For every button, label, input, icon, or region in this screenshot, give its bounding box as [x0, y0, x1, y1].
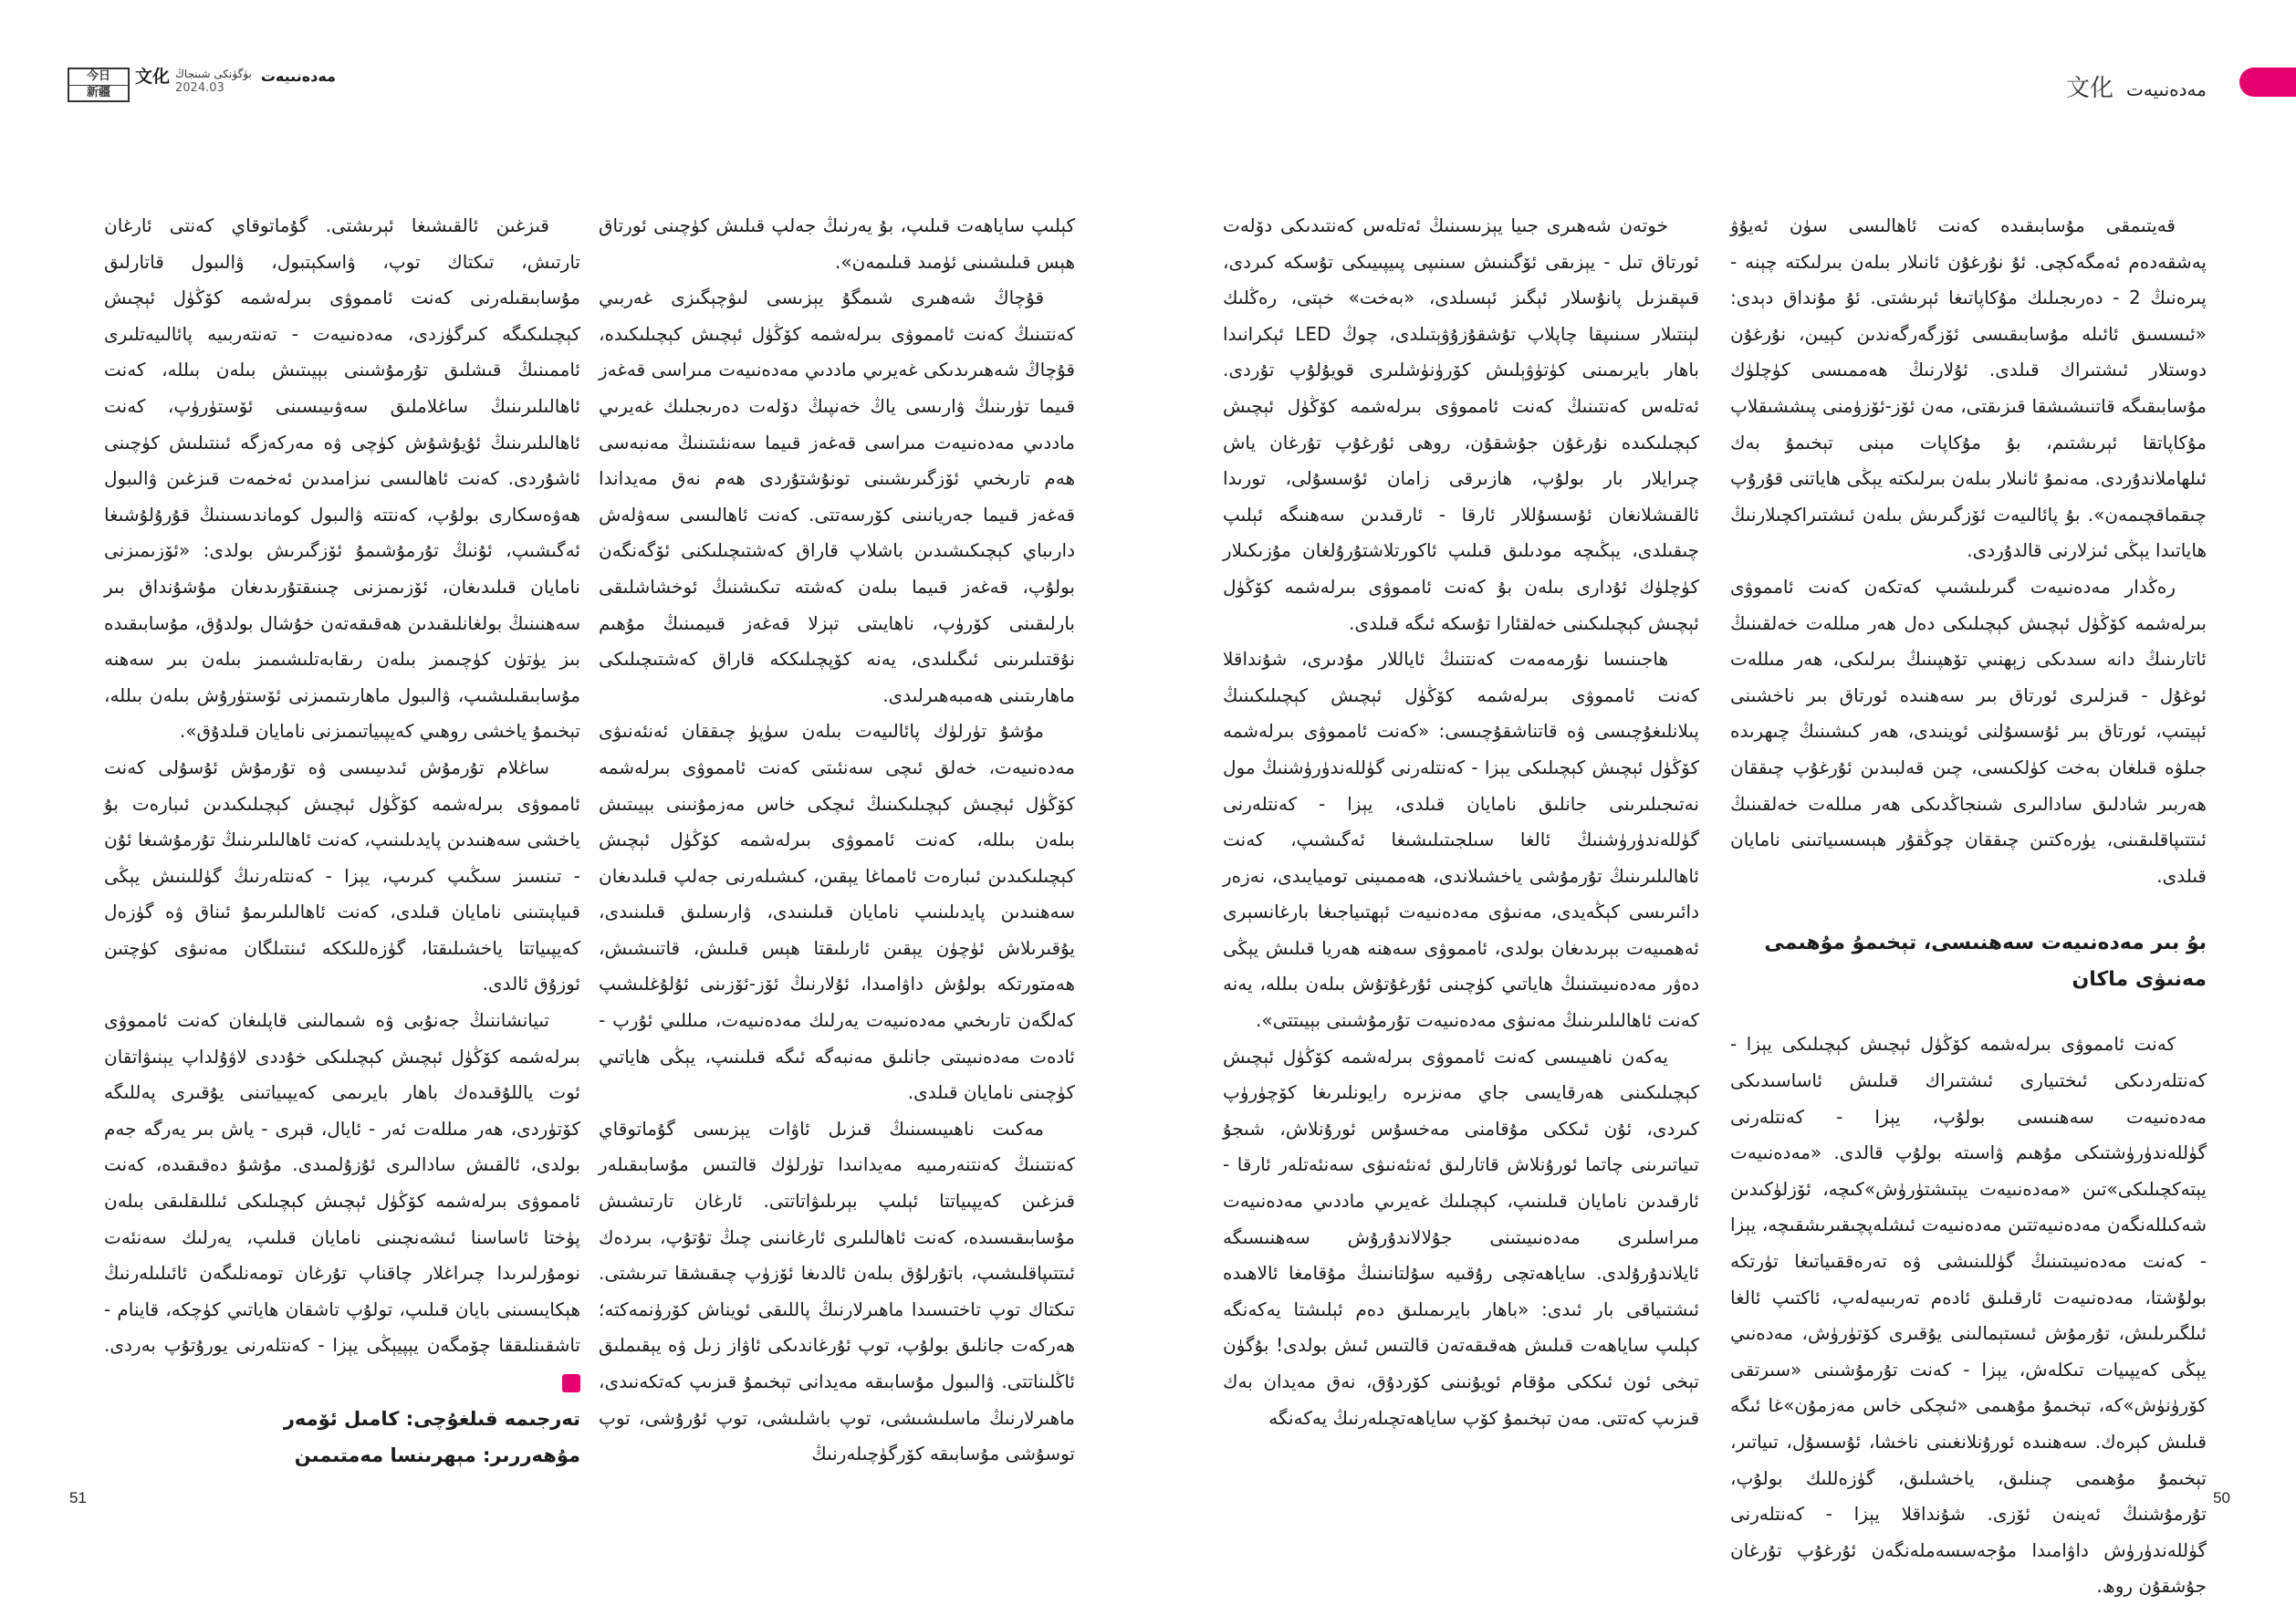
section-title-cn: 文化 [135, 67, 171, 87]
paragraph: قۇچاڭ شەھىرى شىمگۇ يېزىسى لىۋچېگىزى غەربىي كەنتىنىڭ كەنت ئامموۋى بىرلەشمە كۆڭۈل ئېچىش كېچىلىكىدە، قۇچاڭ شەھىرىدىكى غەيرىي ماددىي مەدەنىيەت مىراسى قەغەز قىيما تۈرىنىڭ ۋارىسى ياڭ خەنپىڭ دۆلەت دەرىجىلىك غەيرىي ماددىي مەدەنىيەت مىراسى قەغەز قىيما سەنئىتىنىڭ مەنبەسى ھەم تارىخىي ئۆزگىرىشىنى تونۇشتۇردى ھەم نەق مەيداندا قەغەز قىيما جەريانىنى كۆرسەتتى. كەنت ئاھالىسى سەۋلەش دارىباي كېچىكىشىدىن باشلاپ قاراق كەشتىچىلىكنى ئۆگەنگەن بولۇپ، قەغەز قىيما بىلەن كەشتە تىكىشنىڭ ئوخشاشلىقى بارلىقىنى كۆرۈپ، ناھايىتى تېزلا قەغەز قىيمىنىڭ مۇھىم نۇقتىلىرىنى ئىگىلىدى، يەنە كۆپچىلىككە قاراق كەشتىچىلىكى ماھارىتىنى ھەمبەھىرلىدى. [599, 287, 1075, 706]
paragraph: مۇشۇ تۈرلۈك پائالىيەت بىلەن سۈپۈ چىققان ئەنئەنىۋى مەدەنىيەت، خەلق ئىچى سەنئىتى كەنت ئامموۋى بىرلەشمە كۆڭۈل ئېچىش كېچىلىكىنىڭ ئىچكى خاس مەزمۇنىنى بېيىتىش بىلەن بىللە، كەنت ئامموۋى بىرلەشمە كۆڭۈل ئېچىش كېچىلىكىدىن ئىبارەت ئامماغا يېقىن، كىشىلەرنى جەلپ قىلىدىغان سەھنىدىن پايدىلىنىپ نامايان قىلىنىدى، ۋارىسلىق قىلىنىدى، يۇقىرىلاش ئۈچۈن يېقىن ئارىلىقتا ھېس قىلىش، قاتنىشىش، ھەمتورتكە بولۇش داۋامىدا، ئۇلارنىڭ ئۆز-ئۆزىنى ئۇلۇغلىشىپ كەلگەن تارىخىي مەدەنىيەت يەرلىك مەدەنىيەت، مىللىي ئۇرپ - ئادەت مەدەنىيىتى جانلىق مەنبەگە ئىگە قىلىنىپ، يېڭى ھاياتىي كۈچىنى نامايان قىلدى. [599, 720, 1075, 1104]
logo-top-text: 今日 [86, 69, 110, 83]
right-header [2066, 69, 2207, 103]
page-number-right: 50 [2213, 1489, 2230, 1506]
left-page [0, 0, 1148, 1569]
text-column-1 [1730, 208, 2207, 1605]
editor-credit: مۇھەررىر: مېھرىنسا مەمتىمىن [294, 1443, 580, 1466]
issue-number: 2024.03 [175, 81, 224, 95]
header-meta [175, 68, 252, 96]
section-color-tab [2239, 68, 2296, 97]
paragraph-text: تىيانشاننىڭ جەنۇبى ۋە شىمالىنى قاپلىغان كەنت ئامموۋى بىرلەشمە كۆڭۈل ئېچىش كېچىلىكى خۇددى لاۋۇلداپ يېنىۋاتقان ئوت ياللۇقىدەك باھار بايرىمى كەيپىياتىنى يۇقىرى پەللىگە كۆتۈردى، ھەر مىللەت ئەر - ئايال، قېرى - ياش بىر يەرگە جەم بولدى، ئالقىش سادالىرى ئۇزۇلمىدى. مۇشۇ دەقىقىدە، كەنت ئامموۋى بىرلەشمە كۆڭۈل ئېچىش كېچىلىكى ئىللىقلىقى بىلەن پۈختا ئاساسنا ئىشەنچىنى نامايان قىلىپ، يەرلىك سەنئەت نومۇرلىرىدا چىراغلار چاقناپ تۇرغان تومەنلىگەن ئائىلىلەرنىڭ ھېكايىسىنى بايان قىلىپ، تولۇپ تاشقان ھاياتىي كۈچكە، قاينام - تاشقىنلىققا چۆمگەن يېپيېڭى يېزا - كەنتلەرنى يورۇتۇپ بەردى. [104, 1009, 580, 1357]
right-page [1148, 0, 2296, 1598]
paragraph: قىزغىن ئالقىشىغا ئېرىشتى. گۇماتوقاي كەنتى ئارغان تارتىش، تىكتاك توپ، ۋاسكېتبول، ۋالىبول قاتارلىق مۇسابىقىلەرنى كەنت ئامموۋى بىرلەشمە كۆڭۈل ئېچىش كېچىلىكىگە كىرگۈزدى، مەدەنىيەت - تەنتەربىيە پائالىيەتلىرى ئاممىنىڭ قىشلىق تۇرمۇشىنى بېيىتىش بىلەن بىللە، كەنت ئاھالىلىرىنىڭ ساغلاملىق سەۋىيىسىنى ئۆستۈرۈپ، كەنت ئاھالىلىرىنىڭ ئۇيۇشۇش كۈچى ۋە مەركەزگە ئىنتىلىش كۈچىنى ئاشۇردى. كەنت ئاھالىسى نىزامىدىن ئەخمەت قىزغىن ۋالىبول ھەۋەسكارى بولۇپ، كەنتتە ۋالىبول كوماندىسىنىڭ قۇرۇلۇشىغا ئەگىشىپ، ئۇنىڭ تۇرمۇشىمۇ ئۆزگىرىش بولدى: «ئۆزىمىزنى نامايان قىلىدىغان، ئۆزىمىزنى چىنىقتۇرىدىغان مۇشۇنداق بىر سەھنىنىڭ بولغانلىقىدىن ھەقىقەتەن خۇشال بولدۇق، مۇسابىقىدە بىز يۈتۈن كۈچىمىز بىلەن رىقابەتلىشىمىز بىلەن بىر سەھنە مۇسابىقىلىشىپ، ۋالىبول ماھارىتىمىزنى ئۆستۈرۇش بىلەن بىللە، تېخىمۇ ياخشى روھىي كەيپىياتىمىزنى نامايان قىلدۇق». [104, 214, 580, 743]
magazine-name: بۈگۈنكى شىنجاڭ [175, 68, 252, 80]
paragraph [104, 1003, 580, 1401]
text-column-2 [1223, 208, 1699, 1436]
paragraph: خوتەن شەھىرى جىيا يېزىسىنىڭ ئەتلەس كەنتىدىكى دۆلەت ئورتاق تىل - يېزىقى ئۆگىنىش سىنىپى پىيپىيىكى تۇسكە كىردى، قىپقىزىل پانۇسلار ئېگىز ئېسىلدى، «بەخت» خېتى، رەڭلىك لېنتىلار سىنىپقا چاپلاپ تۇشقۇزۇۋېتىلدى، چوڭ LED ئېكرانىدا باھار بايرىمىنى كۈتۈۋېلىش كۆرۈنۈشلىرى قويۇلۇپ تۇردى. ئەتلەس كەنتىنىڭ كەنت ئامموۋى بىرلەشمە كۆڭۈل ئېچىش كېچىلىكىدە نۇرغۇن جۇشقۇن، روھى ئۇرغۇپ تۇرغان ياش چىرايلار بار بولۇپ، ھازىرقى زامان ئۇسسۇلى، تورىدا ئالقىشلانغان ئۇسسۇللار ئارقا - ئارقىدىن سەھنىگە ئېلىپ چىقىلدى، يېڭىچە مودىلىق قىلىپ ئاكورتلاشتۇرۇلغان مۇزىكىلار كۈچلۈك ئۇدارى بىلەن بۇ كەنت ئامموۋى بىرلەشمە كۆڭۈل ئېچىش كېچىلىكىنى خەلقئارا تۇسكە ئىگە قىلدى. [1223, 214, 1699, 634]
paragraph: يەكەن ناھىيىسى كەنت ئامموۋى بىرلەشمە كۆڭۈل ئېچىش كېچىلىكىنى ھەرقايسى جاي مەنزىرە رايونلىرىغا كۆچۈرۈپ كىردى، ئۇن ئىككى مۇقامنى مەخسۇس ئورۇنلاش، شىجۇ تىياتىرىنى چاتما ئورۇنلاش قاتارلىق ئەنئەنىۋى سەنئەتلەر ئارقا - ئارقىدىن نامايان قىلىنىپ، كېچىلىك غەيرىي ماددىي مەدەنىيەت مىراسلىرى مەدەنىيىتىنى جۇلالاندۇرۇش سەھنىسىگە ئايلاندۇرۇلدى. ساياھەتچى رۇقىيە سۇلتانىنىڭ مۇقامغا ئالاھىدە ئىشتىياقى بار ئىدى: «باھار بايرىمىلىق دەم ئېلىشتا يەكەنگە كېلىپ ساياھەت قىلىش ھەقىقەتەن قالتىس ئىش بولدى! بۇگۈن تېخى ئون ئىككى مۇقام ئويۇنىنى كۆردۇق، نەق مەيدان بەك قىزىپ كەتتى. مەن تېخىمۇ كۆپ ساياھەتچىلەرنىڭ يەكەنگە [1223, 1045, 1699, 1429]
section-title-uy: مەدەنىيەت [2125, 78, 2207, 100]
paragraph: كەنت ئامموۋى بىرلەشمە كۆڭۈل ئېچىش كېچىلىكى يېزا - كەنتلەردىكى ئىختىيارى ئىشتىراك قىلىش ئاساسىدىكى مەدەنىيەت سەھنىسى بولۇپ، يېزا - كەنتلەرنى گۈللەندۈرۈشتىكى مۇھىم ۋاسىتە بولۇپ قالدى. «مەدەنىيەت يېتەكچىلىكى»تىن «مەدەنىيەت يېتىشتۈرۈش»كىچە، ئۆزلۈكىدىن شەكىللەنگەن مەدەنىيەتتىن مەدەنىيەت ئىشلەپچىقىرىشقىچە، يېزا - كەنت مەدەنىيىتىنىڭ گۈللىنىشى ۋە تەرەققىياتىغا تۈرتكە بولۇشتا، مەدەنىيەت ئارقىلىق ئادەم تەربىيەلەپ، ئاكتىپ ئالغا ئىلگىرىلىش، تۇرمۇش ئىستېمالىنى يۇقىرى كۆتۈرۈش، مەدەنىي يېڭى كەيپىيات تىكلەش، يېزا - كەنت تۇرمۇشىنى «سىرتقى كۆرۈنۈش»كە، تېخىمۇ مۇھىمى «ئىچكى خاس مەزمۇن»غا ئىگە قىلىش كېرەك. سەھنىدە ئورۇنلانغىنى ناخشا، ئۇسسۇل، تىياتىر، تېخىمۇ مۇھىمى چىنلىق، ياخشىلىق، گۈزەللىك بولۇپ، تۇرمۇشنىڭ ئەينەن ئۆزى. شۇنداقلا يېزا - كەنتلەرنى گۈللەندۈرۈش داۋامىدا مۇجەسسەملەنگەن ئۇرغۇپ تۇرغان جۇشقۇن روھ. [1730, 1033, 2207, 1598]
section-title-uy: مەدەنىيەت [260, 68, 336, 85]
paragraph: ساغلام تۇرمۇش ئىدىيىسى ۋە تۇرمۇش ئۇسۇلى كەنت ئامموۋى بىرلەشمە كۆڭۈل ئېچىش كېچىلىكىدىن ئىبارەت بۇ ياخشى سەھنىدىن پايدىلىنىپ، كەنت ئاھالىلىرىنىڭ تۇرمۇشىغا ئۇن - تىنسىز سىڭىپ كىرىپ، يېزا - كەنتلەرنىڭ گۈللىنىش يېڭى قىياپىتىنى نامايان قىلدى، كەنت ئاھالىلىرىمۇ ئىناق ۋە گۈزەل كەيپىياتتا ياخشىلىقتا، گۈزەللىككە ئىنتىلگان مەنىۋى كۈچتىن ئوزۇق ئالدى. [104, 756, 580, 995]
text-column-3 [599, 208, 1075, 1473]
paragraph: رەڭدار مەدەنىيەت گىرىلىشىپ كەتكەن كەنت ئامموۋى بىرلەشمە كۆڭۈل ئېچىش كېچىلىكى دەل ھەر مىللەت خەلقىنىڭ ئاتارىنىڭ دانە سىدىكى زېھنىي تۆھپىنىڭ بىرلىكى، ھەر مىللەت ئوغۇل - قىزلىرى ئورتاق بىر سەھنىدە ئورتاق بىر ناخشىنى ئېيتىپ، ئورتاق بىر ئۇسسۇلنى ئوينىدى، ھەر كىشىنىڭ چىھرىدە جىلۋە قىلغان بەخت كۈلكىسى، چىن قەلبىدىن ئۇرغۇپ چىققان ھەربىر شادلىق سادالىرى شىنجاڭدىكى ھەر مىللەت خەلقىنىڭ ئىتتىپاقلىقىنى، يۈرەكتىن چىققان چوڭقۇر ھېسسىياتىنى نامايان قىلدى. [1730, 575, 2207, 887]
translator-credit: تەرجىمە قىلغۇچى: كامىل ئۆمەر [283, 1407, 580, 1430]
logo-bottom-text: 新疆 [69, 85, 128, 101]
paragraph: كېلىپ ساياھەت قىلىپ، بۇ يەرنىڭ جەلپ قىلىش كۈچىنى ئورتاق ھېس قىلىشىنى ئۈمىد قىلىمەن». [599, 214, 1075, 273]
section-title-cn: 文化 [2065, 75, 2113, 102]
magazine-logo [68, 68, 130, 102]
section-subheading: بۇ بىر مەدەنىيەت سەھنىسى، تېخىمۇ مۇھىمى مەنىۋى ماكان [1764, 932, 2207, 991]
text-column-4 [104, 208, 580, 1474]
paragraph: قەيتىمقى مۇسابىقىدە كەنت ئاھالىسى سۈن ئەيۇۋ پەشقەدەم ئەمگەكچى. ئۇ نۇرغۇن ئانىلار بىلەن بىرلىكتە چېنە - پىرەنىڭ 2 - دەرىجىلىك مۇكاپاتىغا ئېرىشتى. ئۇ مۇنداق دېدى: «ئىسسىق ئائىلە مۇسابىقىسى ئۆزگەرگەندىن كېيىن، نۇرغۇن دوستلار ئىشتىراك قىلدى. ئۇلارنىڭ ھەممىسى كۈچلۈك مۇسابىقىگە قاتنىشىشقا قىزىقتى، مەن ئۆز-ئۆزۈمنى پىششىقلاپ مۇكاپاتقا ئېرىشتىم، بۇ مۇكاپات مېنى تېخىمۇ بەك ئىلھاملاندۇردى. مەنمۇ ئانىلار بىلەن بىرلىكتە يېڭى ھاياتنى قۇرۇپ چىقماقچىمەن». بۇ پائالىيەت ئۆزگىرىش بىلەن ئىشتىراكچىلارنىڭ ھاياتىدا يېڭى ئىزلارنى قالدۇردى. [1730, 214, 2207, 562]
left-header [68, 68, 336, 102]
end-mark: ل [562, 1374, 580, 1392]
paragraph: مەكىت ناھىيىسىنىڭ قىزىل ئاۋات يېزىسى گۇماتوقاي كەنتىنىڭ كەنتنەرمىيە مەيدانىدا تۈرلۈك قالتىس مۇسابىقىلەر قىزغىن كەيپىياتتا ئېلىپ بېرىلىۋاتاتتى. ئارغان تارتىشىش مۇسابىقىسىدە، كەنت ئاھالىلىرى ئارغانىنى چىڭ تۇتۇپ، بىردەك ئىتتىپاقلىشىپ، باتۇرلۇق بىلەن ئالدىغا ئۆزۈپ چىقىشقا تىرىشتى. تىكتاك توپ تاختىسىدا ماھىرلارنىڭ پاللىقى ئويناش كۆرۈنمەكتە؛ ھەركەت جانلىق بولۇپ، توپ ئۇرغاندىكى ئاۋاز زىل ۋە يېقىملىق ئاڭلىناتتى. ۋالىبول مۇسابىقە مەيدانى تېخىمۇ قىزىپ كەتكەنىدى، ماھىرلارنىڭ ماسلىشىشى، توپ باشلىشى، توپ ئۇرۇشى، توپ توسۇشى مۇسابىقە كۆرگۈچىلەرنىڭ [599, 1117, 1075, 1465]
page-number-left: 51 [69, 1489, 87, 1506]
paragraph: ھاجىنىسا نۇرمەمەت كەنتنىڭ ئاياللار مۇدىرى، شۇنداقلا كەنت ئامموۋى بىرلەشمە كۆڭۈل ئېچىش كېچىلىكىنىڭ پىلانلىغۇچىسى ۋە قاتناشقۇچىسى: «كەنت ئامموۋى بىرلەشمە كۆڭۈل ئېچىش كېچىلىكى يېزا - كەنتلەرنى گۈللەندۈرۈشنىڭ مول نەتىجىلىرىنى جانلىق نامايان قىلدى، يېزا - كەنتلەرنى گۈللەندۈرۈشنىڭ ئالغا سىلجىتىلىشىغا ئەگىشىپ، كەنت ئاھالىلىرىنىڭ تۇرمۇشى ياخشىلاندى، ھەممىينى توميايىدى، نەزەر دائىرىسى كېڭەيدى، مەنىۋى مەدەنىيەت ئېھتىياجىغا بارغانسېرى ئەھمىيەت بېرىدىغان بولدى، ئامموۋى سەھنە ھەريا قىلىش يېڭى دەۋر مەدەنىيىتىنىڭ ھاياتىي كۈچىنى ئۇرغۇتۇش بىلەن بىللە، يەنە كەنت ئاھالىلىرىنىڭ مەنىۋى مەدەنىيەت تۇرمۇشىنى بېيىتتى». [1223, 648, 1699, 1032]
